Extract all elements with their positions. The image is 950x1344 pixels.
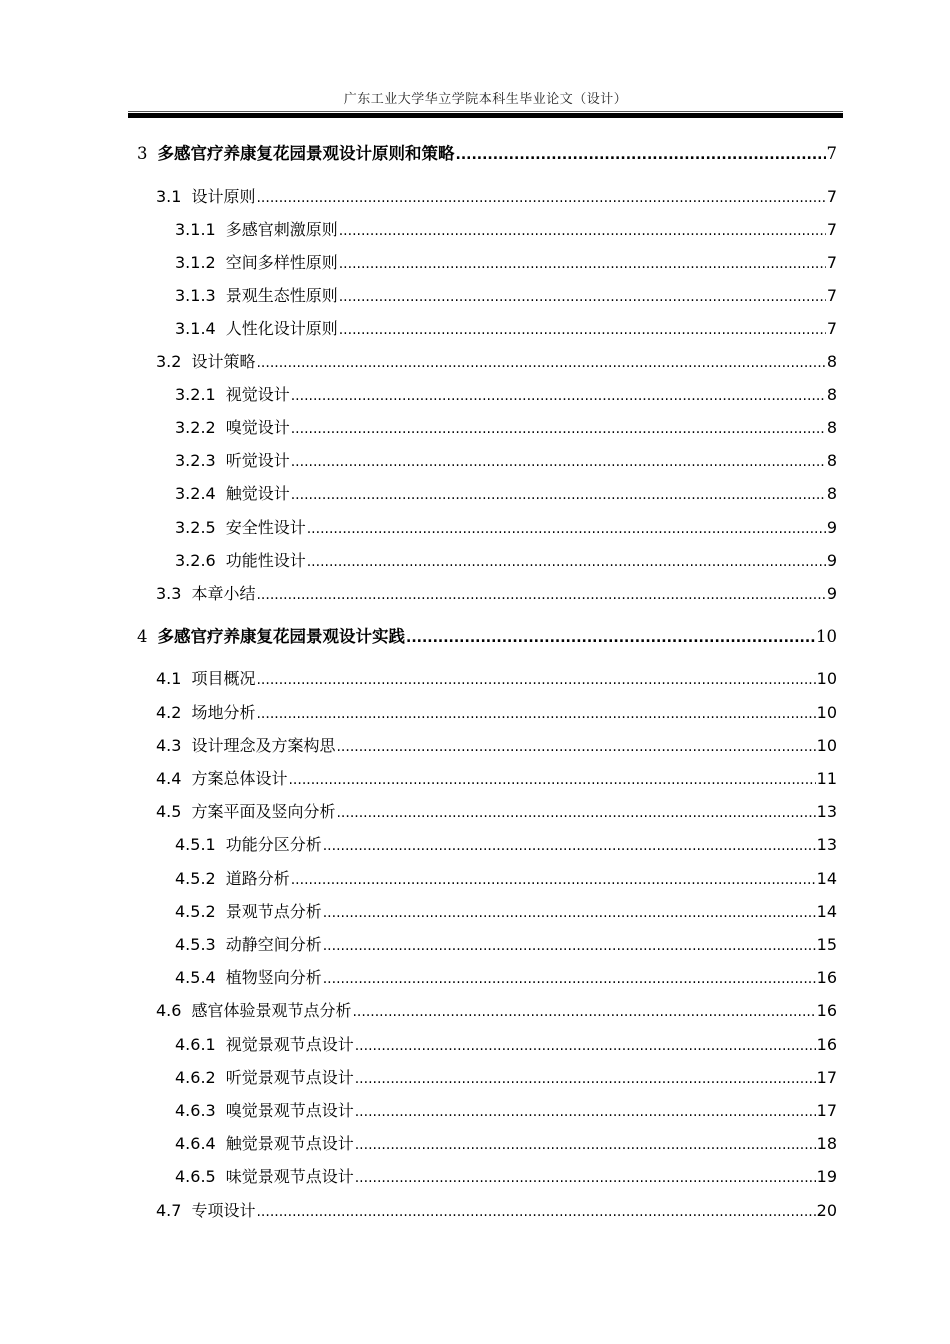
toc-entry-4-5-2[interactable] <box>175 868 837 890</box>
toc-entry-title: 场地分析 <box>191 703 256 722</box>
toc-entry-page: 14 <box>816 869 837 888</box>
toc-entry-title: 景观节点分析 <box>225 902 322 921</box>
toc-entry-3-2-4[interactable] <box>175 483 837 505</box>
toc-entry-title: 动静空间分析 <box>225 935 322 954</box>
toc-dot-leader <box>256 584 825 606</box>
toc-dot-leader <box>291 385 826 407</box>
toc-dot-leader <box>256 703 815 725</box>
toc-entry-number: 3.2.4 <box>175 484 216 503</box>
toc-entry-3-1-4[interactable] <box>175 318 837 340</box>
toc-entry-number: 4.6.4 <box>175 1134 216 1153</box>
toc-entry-number: 4.1 <box>156 669 182 688</box>
toc-entry-page: 17 <box>816 1101 837 1120</box>
toc-entry-title: 嗅觉设计 <box>225 418 290 437</box>
toc-entry-3[interactable] <box>137 143 837 165</box>
toc-entry-title: 多感官刺激原则 <box>225 220 338 239</box>
toc-dot-leader <box>339 319 826 341</box>
toc-entry-4-5-3[interactable] <box>175 934 837 956</box>
toc-entry-page: 14 <box>816 902 837 921</box>
toc-entry-4-6-1[interactable] <box>175 1034 837 1056</box>
toc-entry-3-2-1[interactable] <box>175 384 837 406</box>
toc-entry-number: 4.6.1 <box>175 1035 216 1054</box>
toc-entry-4-4[interactable] <box>156 768 837 790</box>
toc-entry-4-7[interactable] <box>156 1200 837 1222</box>
toc-entry-title: 设计理念及方案构思 <box>191 736 336 755</box>
toc-dot-leader <box>323 835 816 857</box>
toc-entry-title: 多感官疗养康复花园景观设计实践 <box>157 627 405 646</box>
toc-entry-page: 7 <box>826 220 837 239</box>
toc-entry-number: 4.6.2 <box>175 1068 216 1087</box>
toc-entry-number: 3 <box>137 144 148 163</box>
toc-entry-page: 7 <box>826 319 837 338</box>
toc-entry-title: 空间多样性原则 <box>225 253 338 272</box>
toc-entry-4-6-4[interactable] <box>175 1133 837 1155</box>
toc-entry-page: 19 <box>816 1167 837 1186</box>
toc-dot-leader <box>336 736 815 758</box>
toc-entry-page: 8 <box>826 418 837 437</box>
toc-dot-leader <box>355 1035 816 1057</box>
toc-entry-number: 4.5 <box>156 802 182 821</box>
toc-entry-page: 16 <box>816 1035 837 1054</box>
toc-entry-number: 4.2 <box>156 703 182 722</box>
toc-entry-number: 4.5.3 <box>175 935 216 954</box>
toc-entry-number: 4.5.2 <box>175 902 216 921</box>
toc-entry-page: 9 <box>826 518 837 537</box>
toc-dot-leader <box>291 451 826 473</box>
toc-dot-leader <box>307 518 826 540</box>
toc-entry-page: 8 <box>826 385 837 404</box>
toc-entry-number: 3.2.2 <box>175 418 216 437</box>
toc-dot-leader <box>307 551 826 573</box>
toc-entry-4-5-2[interactable] <box>175 901 837 923</box>
toc-entry-number: 4 <box>137 627 148 646</box>
toc-entry-page: 10 <box>816 669 837 688</box>
toc-entry-number: 3.1 <box>156 187 182 206</box>
toc-entry-title: 方案平面及竖向分析 <box>191 802 336 821</box>
toc-dot-leader <box>456 144 826 166</box>
toc-entry-page: 7 <box>826 187 837 206</box>
toc-entry-title: 功能分区分析 <box>225 835 322 854</box>
toc-entry-3-2-2[interactable] <box>175 417 837 439</box>
toc-dot-leader <box>355 1068 816 1090</box>
toc-entry-page: 7 <box>826 286 837 305</box>
toc-entry-title: 嗅觉景观节点设计 <box>225 1101 354 1120</box>
toc-entry-number: 4.4 <box>156 769 182 788</box>
toc-entry-number: 3.2.6 <box>175 551 216 570</box>
toc-entry-number: 3.2 <box>156 352 182 371</box>
toc-entry-page: 9 <box>826 584 837 603</box>
toc-entry-page: 8 <box>826 484 837 503</box>
toc-entry-4-6-3[interactable] <box>175 1100 837 1122</box>
header-rule-thick <box>128 113 843 118</box>
toc-dot-leader <box>323 902 816 924</box>
toc-entry-number: 4.5.2 <box>175 869 216 888</box>
toc-entry-title: 设计策略 <box>191 352 256 371</box>
toc-entry-title: 触觉景观节点设计 <box>225 1134 354 1153</box>
toc-dot-leader <box>352 1001 815 1023</box>
toc-entry-page: 15 <box>816 935 837 954</box>
toc-entry-number: 4.6.5 <box>175 1167 216 1186</box>
toc-entry-title: 方案总体设计 <box>191 769 288 788</box>
header-rule-thin <box>128 111 843 112</box>
toc-dot-leader <box>355 1101 816 1123</box>
toc-entry-number: 3.2.3 <box>175 451 216 470</box>
toc-entry-title: 项目概况 <box>191 669 256 688</box>
toc-entry-page: 7 <box>826 144 837 163</box>
toc-dot-leader <box>256 1201 815 1223</box>
toc-entry-number: 4.3 <box>156 736 182 755</box>
toc-entry-page: 13 <box>816 835 837 854</box>
toc-entry-page: 8 <box>826 451 837 470</box>
toc-entry-number: 3.2.5 <box>175 518 216 537</box>
toc-entry-page: 10 <box>816 703 837 722</box>
toc-entry-title: 多感官疗养康复花园景观设计原则和策略 <box>157 144 455 163</box>
toc-dot-leader <box>256 669 815 691</box>
toc-entry-4-3[interactable] <box>156 735 837 757</box>
toc-dot-leader <box>339 220 826 242</box>
toc-dot-leader <box>355 1167 816 1189</box>
toc-dot-leader <box>323 935 816 957</box>
toc-dot-leader <box>291 418 826 440</box>
toc-entry-3-1-3[interactable] <box>175 285 837 307</box>
toc-entry-title: 安全性设计 <box>225 518 306 537</box>
toc-entry-page: 17 <box>816 1068 837 1087</box>
toc-dot-leader <box>291 484 826 506</box>
toc-entry-page: 18 <box>816 1134 837 1153</box>
toc-entry-title: 道路分析 <box>225 869 290 888</box>
toc-entry-number: 4.7 <box>156 1201 182 1220</box>
toc-entry-3-3[interactable] <box>156 583 837 605</box>
toc-entry-page: 10 <box>816 736 837 755</box>
toc-entry-number: 3.1.2 <box>175 253 216 272</box>
toc-entry-title: 人性化设计原则 <box>225 319 338 338</box>
toc-entry-page: 16 <box>816 1001 837 1020</box>
toc-entry-title: 专项设计 <box>191 1201 256 1220</box>
toc-entry-title: 感官体验景观节点分析 <box>191 1001 352 1020</box>
toc-entry-4-5-4[interactable] <box>175 967 837 989</box>
toc-entry-number: 3.1.3 <box>175 286 216 305</box>
toc-dot-leader <box>256 352 825 374</box>
toc-entry-title: 视觉景观节点设计 <box>225 1035 354 1054</box>
toc-entry-4-6-5[interactable] <box>175 1166 837 1188</box>
toc-entry-title: 触觉设计 <box>225 484 290 503</box>
toc-entry-title: 功能性设计 <box>225 551 306 570</box>
toc-entry-number: 3.2.1 <box>175 385 216 404</box>
toc-entry-4-2[interactable] <box>156 702 837 724</box>
toc-entry-page: 9 <box>826 551 837 570</box>
toc-dot-leader <box>256 187 825 209</box>
toc-entry-page: 11 <box>816 769 837 788</box>
toc-entry-title: 味觉景观节点设计 <box>225 1167 354 1186</box>
toc-entry-number: 4.5.1 <box>175 835 216 854</box>
toc-entry-title: 景观生态性原则 <box>225 286 338 305</box>
toc-entry-page: 16 <box>816 968 837 987</box>
toc-entry-3-1[interactable] <box>156 186 837 208</box>
toc-entry-page: 7 <box>826 253 837 272</box>
toc-dot-leader <box>339 286 826 308</box>
toc-entry-page: 20 <box>816 1201 837 1220</box>
toc-entry-number: 4.6.3 <box>175 1101 216 1120</box>
toc-entry-page: 8 <box>826 352 837 371</box>
toc-entry-title: 植物竖向分析 <box>225 968 322 987</box>
toc-dot-leader <box>406 627 815 649</box>
toc-entry-number: 3.1.1 <box>175 220 216 239</box>
running-header: 广东工业大学华立学院本科生毕业论文（设计） <box>343 92 628 107</box>
toc-dot-leader <box>336 802 815 824</box>
toc-dot-leader <box>323 968 816 990</box>
toc-entry-4-6[interactable] <box>156 1000 837 1022</box>
toc-dot-leader <box>288 769 815 791</box>
toc-entry-3-2-3[interactable] <box>175 450 837 472</box>
toc-entry-4-5-1[interactable] <box>175 834 837 856</box>
toc-entry-title: 本章小结 <box>191 584 256 603</box>
toc-entry-3-1-2[interactable] <box>175 252 837 274</box>
toc-entry-3-2[interactable] <box>156 351 837 373</box>
toc-entry-4-5[interactable] <box>156 801 837 823</box>
toc-entry-title: 视觉设计 <box>225 385 290 404</box>
toc-entry-page: 13 <box>816 802 837 821</box>
toc-entry-3-2-5[interactable] <box>175 517 837 539</box>
toc-entry-title: 听觉设计 <box>225 451 290 470</box>
toc-entry-number: 3.1.4 <box>175 319 216 338</box>
toc-entry-4[interactable] <box>137 626 837 648</box>
toc-entry-page: 10 <box>816 627 837 646</box>
toc-dot-leader <box>339 253 826 275</box>
toc-entry-4-1[interactable] <box>156 668 837 690</box>
toc-entry-number: 4.5.4 <box>175 968 216 987</box>
toc-entry-3-1-1[interactable] <box>175 219 837 241</box>
toc-entry-title: 听觉景观节点设计 <box>225 1068 354 1087</box>
toc-entry-number: 4.6 <box>156 1001 182 1020</box>
toc-entry-3-2-6[interactable] <box>175 550 837 572</box>
toc-dot-leader <box>291 869 816 891</box>
toc-entry-number: 3.3 <box>156 584 182 603</box>
toc-entry-4-6-2[interactable] <box>175 1067 837 1089</box>
toc-dot-leader <box>355 1134 816 1156</box>
toc-entry-title: 设计原则 <box>191 187 256 206</box>
